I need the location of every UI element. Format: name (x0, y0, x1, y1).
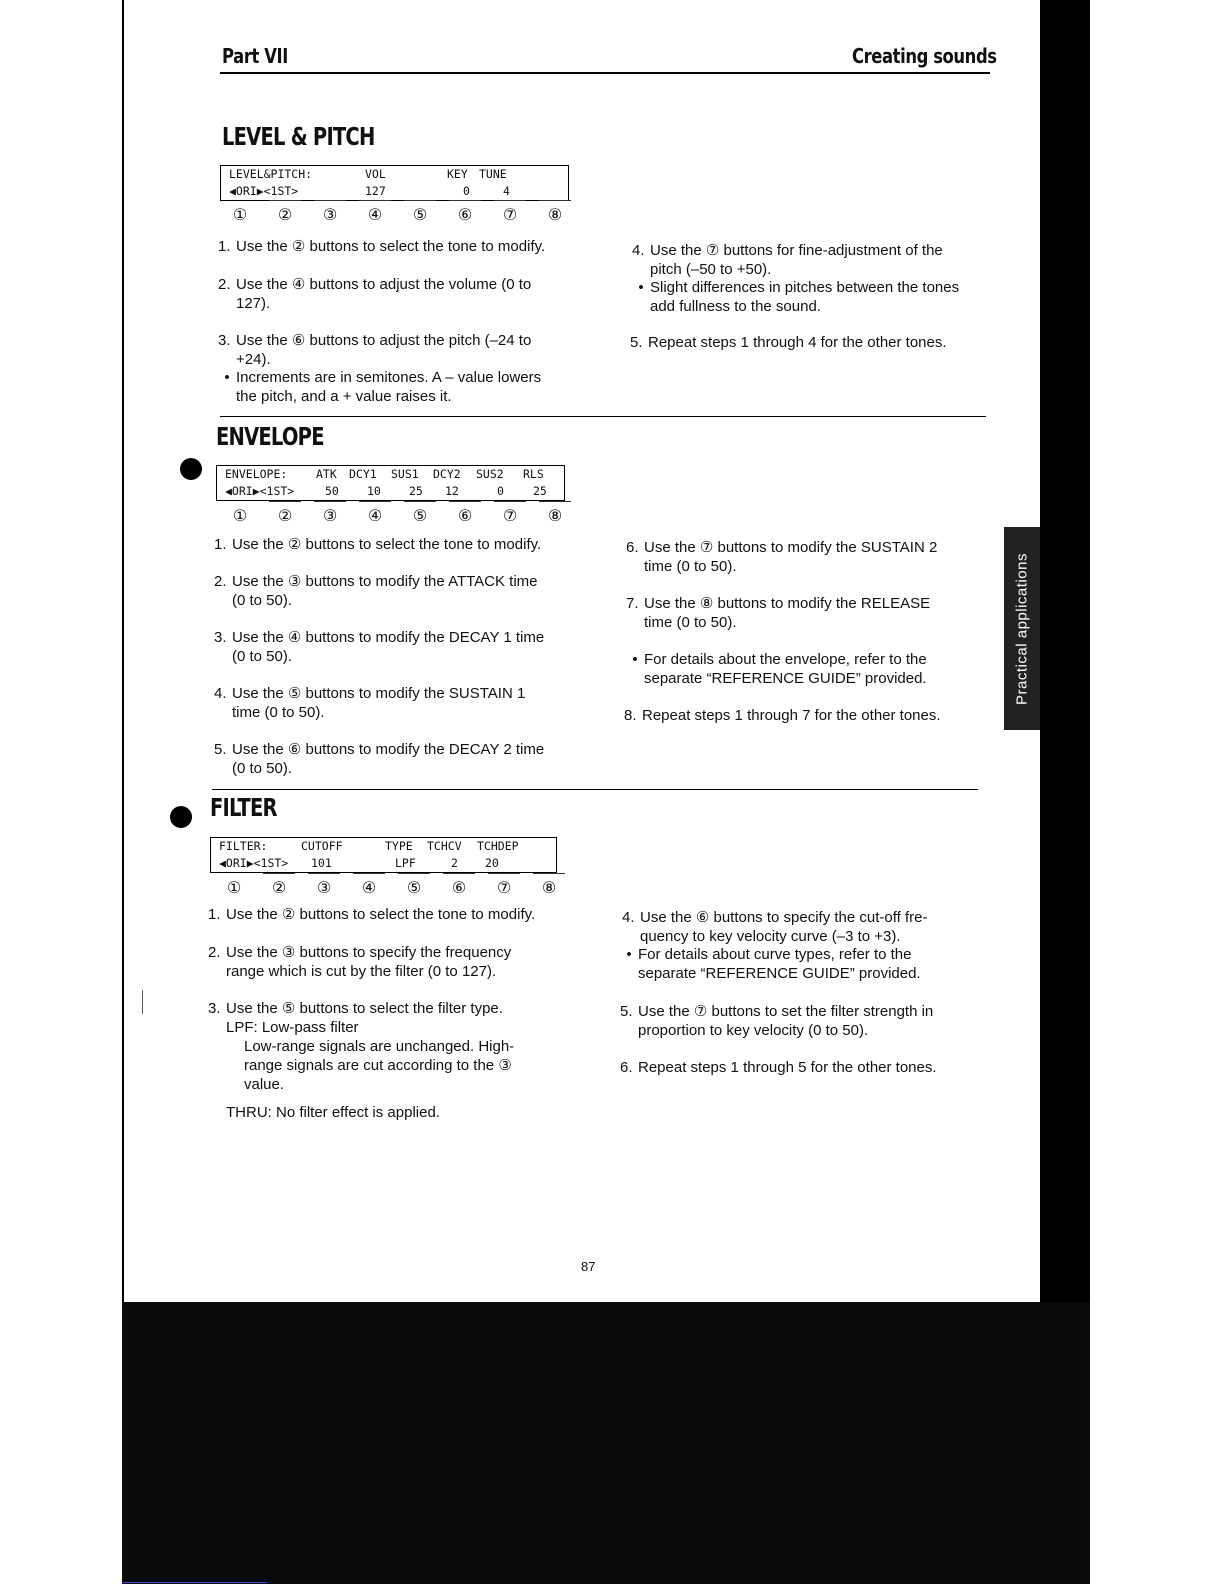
thru-description: THRU: No filter effect is applied. (226, 1104, 440, 1121)
lcd-cell: ◀ORI▶<1ST> (219, 856, 289, 870)
button-number: ⑧ (545, 205, 565, 224)
lcd-cell: 50 (325, 484, 339, 498)
binder-hole (170, 806, 192, 828)
button-number: ② (275, 205, 295, 224)
section-rule (220, 416, 986, 417)
step-item: 2. Use the ③ buttons to specify the frequency range which is cut by the filter (0 to 127). (208, 944, 512, 980)
lcd-cell: 20 (485, 856, 499, 870)
lcd-envelope (216, 465, 565, 501)
button-number: ④ (365, 205, 385, 224)
step-item: 6. Use the ⑦ buttons to modify the SUSTAIN 2 time (0 to 50). (626, 539, 938, 575)
lcd-filter (210, 837, 557, 873)
lcd-cell: 10 (367, 484, 381, 498)
side-tab-label: Practical applications (1013, 552, 1031, 705)
button-number: ⑤ (410, 205, 430, 224)
button-number: ③ (320, 506, 340, 525)
lcd-cell: 4 (503, 184, 510, 198)
button-number: ⑥ (455, 506, 475, 525)
lcd-cell: 12 (445, 484, 459, 498)
button-number: ② (269, 878, 289, 897)
button-number: ③ (314, 878, 334, 897)
button-number: ④ (365, 506, 385, 525)
section-title-level-pitch: LEVEL & PITCH (222, 122, 375, 151)
lcd-cell: 101 (311, 856, 332, 870)
button-number: ② (275, 506, 295, 525)
step-item: 5. Repeat steps 1 through 4 for the other tones. (630, 334, 947, 351)
button-number: ④ (359, 878, 379, 897)
lcd-cell: LPF (395, 856, 416, 870)
button-number: ① (226, 878, 242, 897)
scan-margin-right (1090, 0, 1224, 1584)
lcd-cell: 25 (409, 484, 423, 498)
lcd-cell: 25 (533, 484, 547, 498)
header-chapter: Creating sounds (852, 44, 997, 68)
lcd-cell: VOL (365, 167, 386, 181)
lcd-cell: ENVELOPE: (225, 467, 288, 481)
lcd-cell: SUS2 (476, 467, 504, 481)
page-number: 87 (581, 1259, 596, 1274)
bullet-note: • Slight differences in pitches between the tones add fullness to the sound. (638, 279, 960, 315)
lcd-cell: TYPE (385, 839, 413, 853)
scan-background-bottom (122, 1302, 1090, 1584)
step-item: 2. Use the ③ buttons to modify the ATTACK time (0 to 50). (214, 573, 538, 609)
button-number: ⑧ (545, 506, 565, 525)
lcd-cell: RLS (523, 467, 544, 481)
section-rule (212, 789, 978, 790)
step-item: 2. Use the ④ buttons to adjust the volume (0 to 127). (218, 276, 532, 312)
header-part: Part VII (222, 44, 288, 68)
button-number: ① (232, 205, 248, 224)
lcd-row-1 (225, 166, 564, 183)
bottom-link-line (122, 1582, 267, 1583)
lcd-cell: TUNE (479, 167, 507, 181)
step-item: 4. Use the ⑤ buttons to modify the SUSTAIN 1 time (0 to 50). (214, 685, 526, 721)
lcd-cell: 127 (365, 184, 386, 198)
lcd-row-2 (225, 183, 564, 200)
scan-margin-left (0, 0, 122, 1584)
step-item: 4. Use the ⑥ buttons to specify the cut-off fre- quency to key velocity curve (–3 to +3). (622, 909, 928, 945)
step-item: 6. Repeat steps 1 through 5 for the other tones. (620, 1059, 937, 1076)
lcd-cell: ◀ORI▶<1ST> (225, 484, 295, 498)
button-number: ⑥ (455, 205, 475, 224)
lcd-cell: 2 (451, 856, 458, 870)
lcd-cell: TCHDEP (477, 839, 519, 853)
button-number: ⑧ (539, 878, 559, 897)
button-number: ③ (320, 205, 340, 224)
lcd-cell: LEVEL&PITCH: (229, 167, 313, 181)
scan-mark (142, 990, 143, 1014)
side-tab-practical-applications (1004, 527, 1040, 730)
step-item: 3. Use the ⑥ buttons to adjust the pitch (–24 to +24). (218, 332, 532, 368)
document-page (124, 0, 1040, 1302)
step-item: 5. Use the ⑦ buttons to set the filter strength in proportion to key velocity (0 to 50). (620, 1003, 934, 1039)
lcd-cell: SUS1 (391, 467, 419, 481)
button-number: ⑦ (494, 878, 514, 897)
lcd-row-2 (221, 483, 560, 500)
button-number: ⑦ (500, 205, 520, 224)
lpf-description: Low-range signals are unchanged. High- range signals are cut according to the ③ value. (244, 1038, 515, 1093)
button-number: ⑦ (500, 506, 520, 525)
step-item: 5. Use the ⑥ buttons to modify the DECAY 2 time (0 to 50). (214, 741, 545, 777)
lcd-cell: TCHCV (427, 839, 462, 853)
button-number: ⑥ (449, 878, 469, 897)
step-item: 3. Use the ⑤ buttons to select the filter type. LPF: Low-pass filter (208, 1000, 503, 1036)
lcd-cell: DCY2 (433, 467, 461, 481)
button-number: ⑤ (404, 878, 424, 897)
lcd-cell: DCY1 (349, 467, 377, 481)
step-item: 7. Use the ⑧ buttons to modify the RELEASE time (0 to 50). (626, 595, 931, 631)
step-item: 1. Use the ② buttons to select the tone to modify. (214, 536, 542, 553)
step-item: 3. Use the ④ buttons to modify the DECAY 1 time (0 to 50). (214, 629, 545, 665)
lcd-cell: 0 (497, 484, 504, 498)
binder-hole (180, 458, 202, 480)
lcd-cell: ATK (316, 467, 337, 481)
button-number: ⑤ (410, 506, 430, 525)
bullet-note: • Increments are in semitones. A – value lowers the pitch, and a + value raises it. (224, 369, 542, 405)
lcd-cell: KEY (447, 167, 468, 181)
step-item: 1. Use the ② buttons to select the tone to modify. (218, 238, 546, 255)
section-title-filter: FILTER (210, 793, 277, 822)
bullet-note: • For details about the envelope, refer to the separate “REFERENCE GUIDE” provided. (632, 651, 927, 687)
step-item: 1. Use the ② buttons to select the tone to modify. (208, 906, 536, 923)
step-item: 4. Use the ⑦ buttons for fine-adjustment of the pitch (–50 to +50). (632, 242, 943, 278)
bullet-note: • For details about curve types, refer to the separate “REFERENCE GUIDE” provided. (626, 946, 921, 982)
lcd-cell: ◀ORI▶<1ST> (229, 184, 299, 198)
lcd-level-pitch (220, 165, 569, 201)
step-item: 8. Repeat steps 1 through 7 for the other tones. (624, 707, 941, 724)
lcd-row-2 (215, 855, 552, 872)
button-number: ① (232, 506, 248, 525)
header-rule (220, 72, 990, 74)
lcd-row-1 (221, 466, 560, 483)
section-title-envelope: ENVELOPE (216, 422, 324, 451)
lcd-cell: CUTOFF (301, 839, 343, 853)
lcd-row-1 (215, 838, 552, 855)
lcd-cell: 0 (463, 184, 470, 198)
lcd-cell: FILTER: (219, 839, 268, 853)
